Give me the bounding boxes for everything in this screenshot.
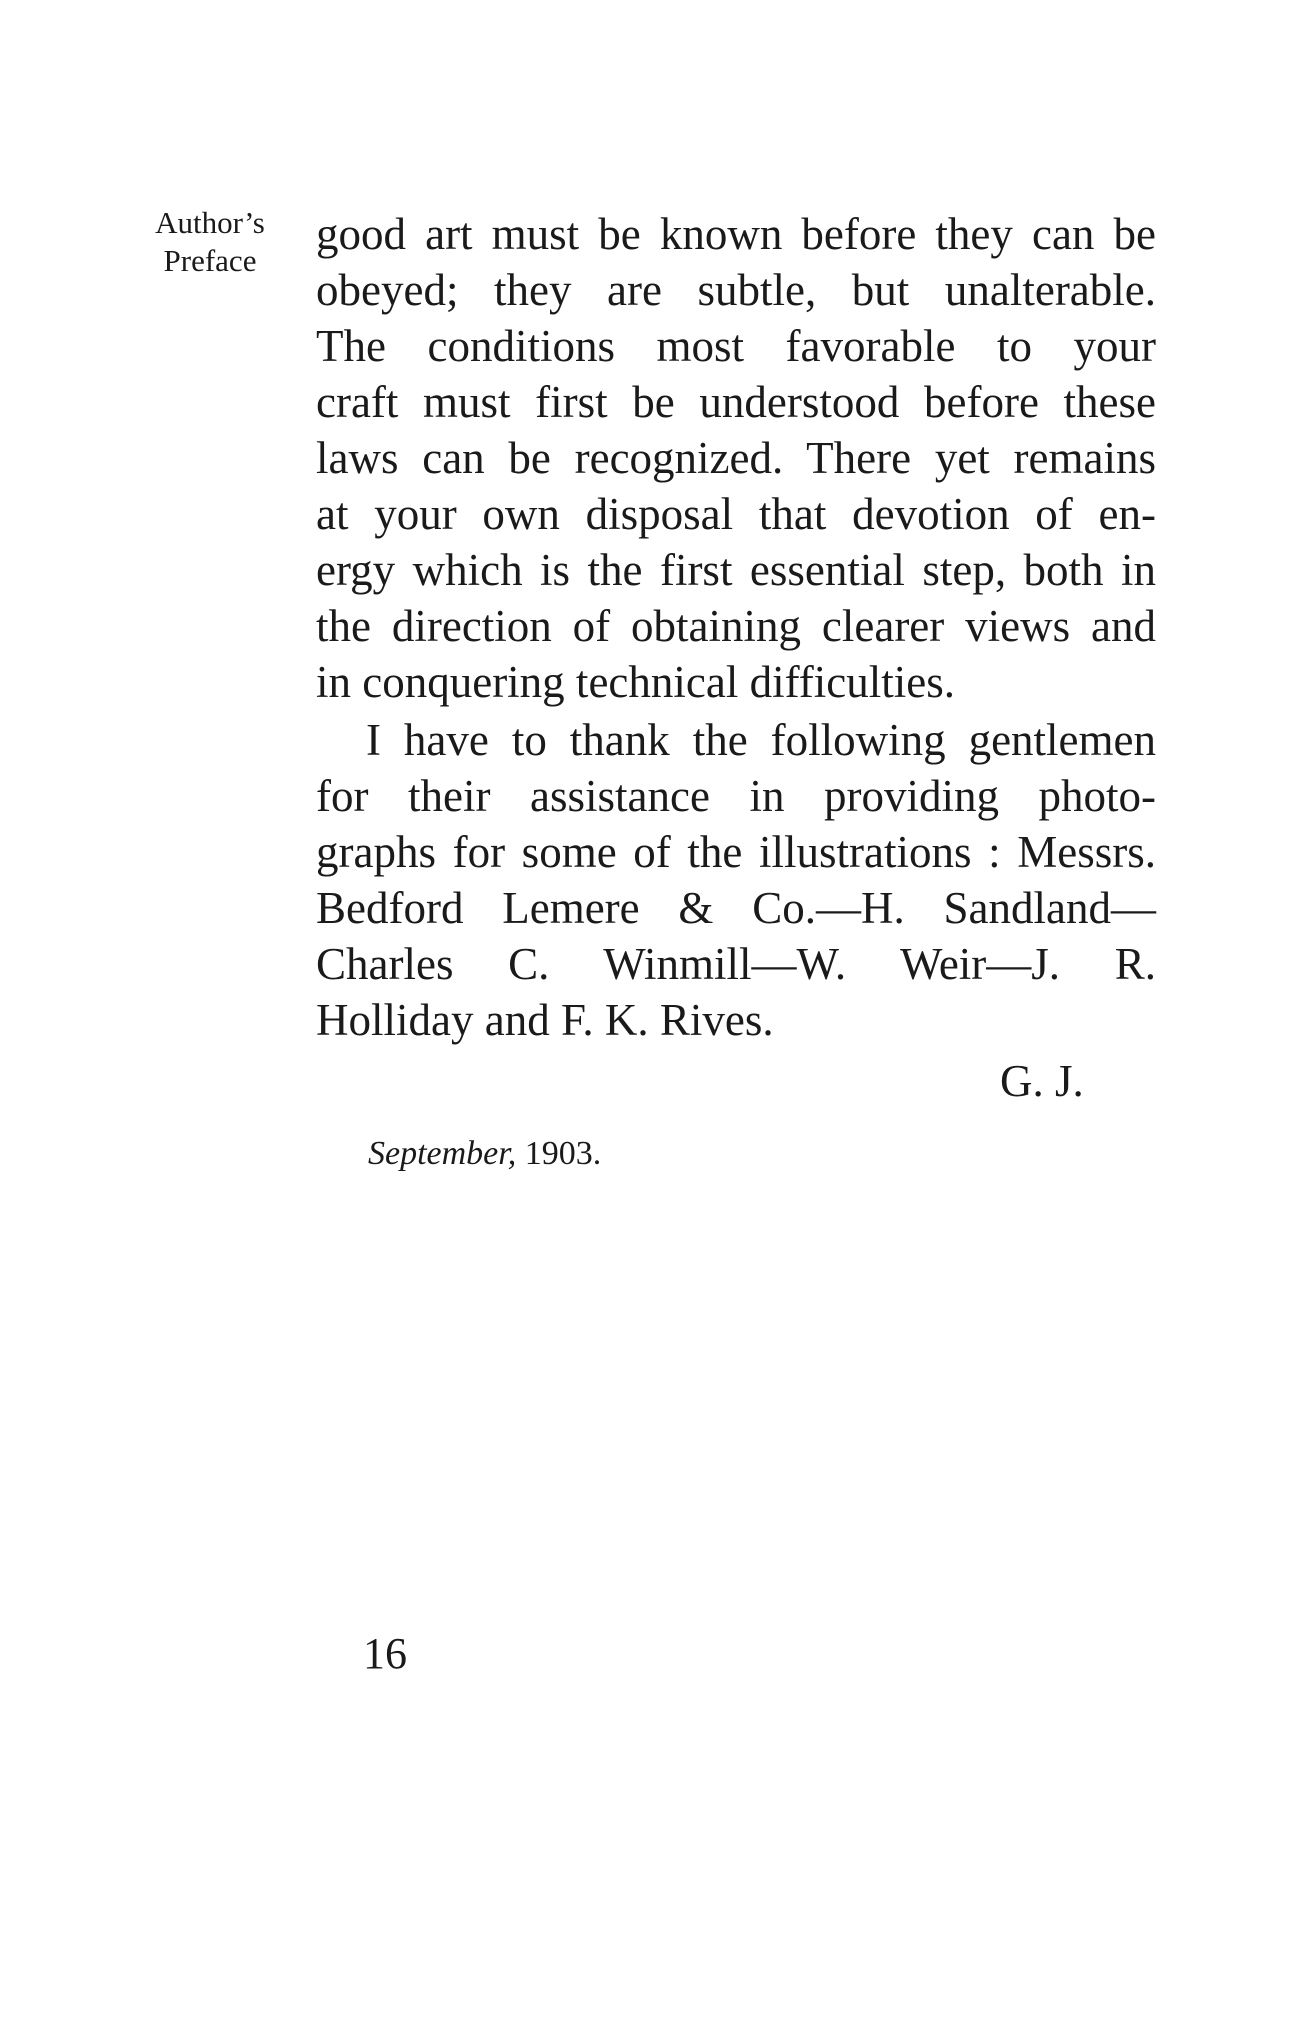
text-line: ergy which is the first essential step, both in xyxy=(316,545,1156,595)
text-line: graphs for some of the illustrations : Messrs. xyxy=(316,827,1156,877)
text-line: I have to thank the following gentlemen xyxy=(366,715,1156,765)
text-line: craft must first be understood before these xyxy=(316,377,1156,427)
text-line: good art must be known before they can be xyxy=(316,209,1156,259)
text-line: laws can be recognized. There yet remains xyxy=(316,433,1156,483)
date-line xyxy=(368,1132,601,1176)
margin-note-line: Preface xyxy=(163,243,257,278)
date-year: 1903. xyxy=(524,1135,602,1172)
text-line: Holliday and F. K. Rives. xyxy=(316,995,774,1045)
page-number: 16 xyxy=(363,1629,407,1678)
text-line: Bedford Lemere & Co.—H. Sandland— xyxy=(316,883,1156,933)
date-month: September, xyxy=(368,1135,517,1172)
text-line: Charles C. Winmill—W. Weir—J. R. xyxy=(316,939,1156,989)
text-line: obeyed; they are subtle, but unalterable. xyxy=(316,265,1156,315)
text-line: at your own disposal that devotion of en- xyxy=(316,489,1156,539)
signature-initials: G. J. xyxy=(1000,1056,1084,1106)
text-line: the direction of obtaining clearer views and xyxy=(316,601,1156,651)
margin-note-line: Author’s xyxy=(155,205,265,240)
text-line: The conditions most favorable to your xyxy=(316,321,1156,371)
margin-note xyxy=(146,204,274,280)
text-line: in conquering technical difficulties. xyxy=(316,657,955,707)
text-line: for their assistance in providing photo- xyxy=(316,771,1156,821)
